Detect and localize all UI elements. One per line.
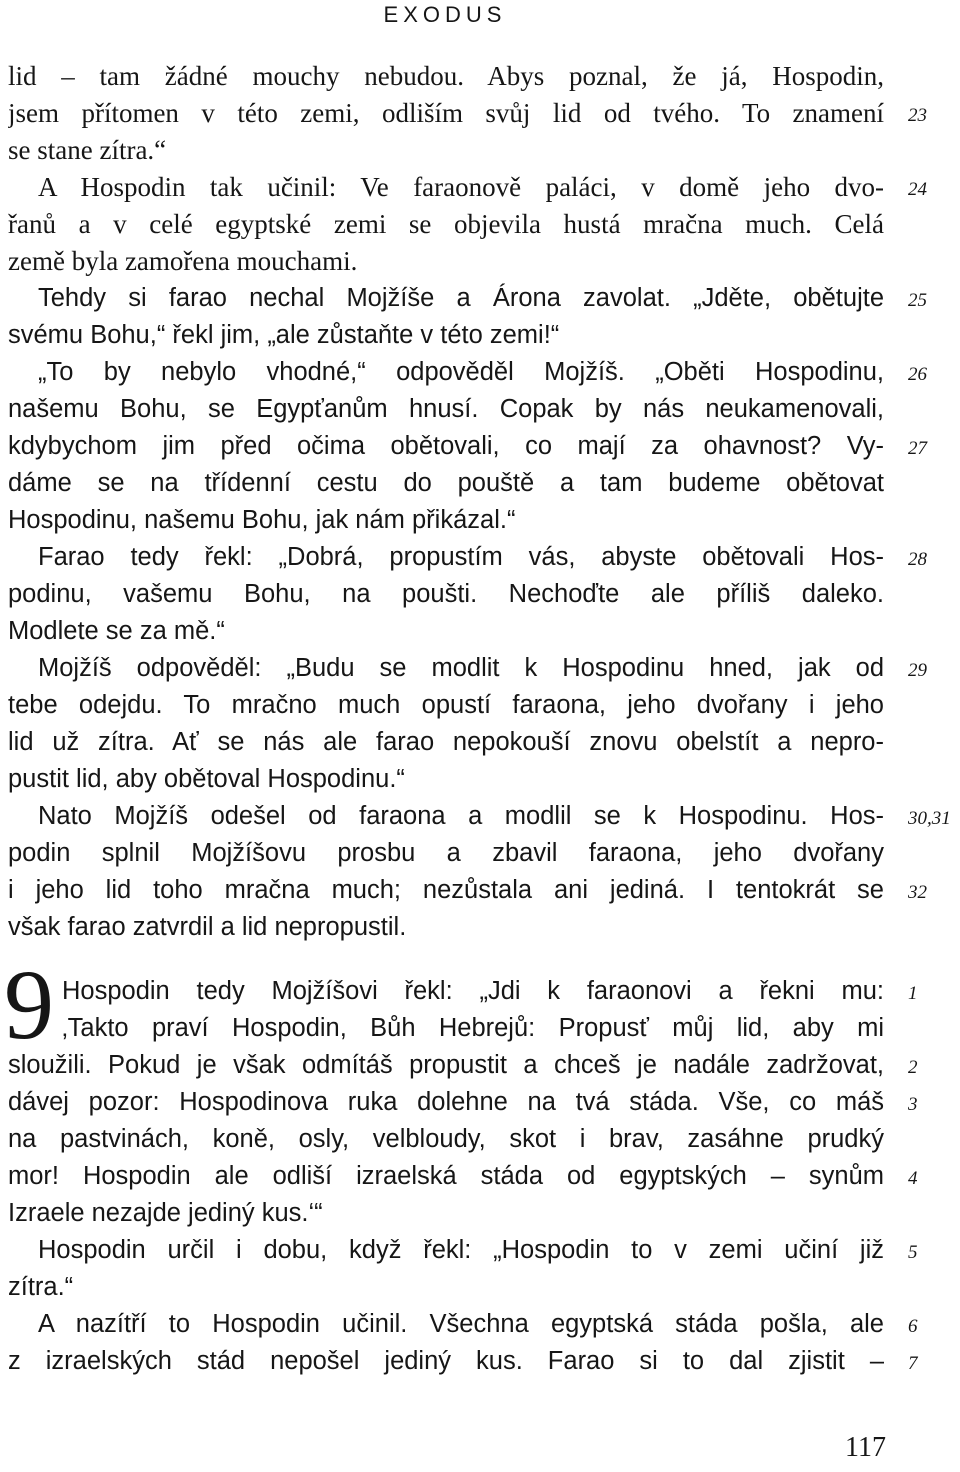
text-line: Mojžíš odpověděl: „Budu se modlit k Hospodinu hned, jak od bbox=[38, 654, 884, 682]
text-line: ‚Takto praví Hospodin, Bůh Hebrejů: Propusť můj lid, aby mi bbox=[62, 1014, 884, 1042]
text-line: podinu, vašemu Bohu, na poušti. Nechoďte ale příliš daleko. bbox=[8, 580, 884, 608]
text-line: z izraelských stád nepošel jediný kus. Farao si to dal zjistit – bbox=[8, 1347, 884, 1375]
verse-number: 3 bbox=[908, 1094, 918, 1115]
page-number: 117 bbox=[845, 1432, 886, 1463]
text-line: tebe odejdu. To mračno much opustí faraona, jeho dvořany i jeho bbox=[8, 691, 884, 719]
text-line: dáme se na třídenní cestu do pouště a tam budeme obětovat bbox=[8, 469, 884, 497]
text-line: jsem přítomen v této zemi, odliším svůj lid od tvého. To znamení bbox=[8, 98, 884, 128]
text-line: Hospodinu, našemu Bohu, jak nám přikázal.“ bbox=[8, 506, 516, 534]
text-line: kdybychom jim před očima obětovali, co mají za ohavnost? Vy- bbox=[8, 432, 884, 460]
verse-number: 25 bbox=[908, 290, 927, 311]
text-line: A Hospodin tak učinil: Ve faraonově paláci, v domě jeho dvo- bbox=[38, 172, 884, 202]
running-header: EXODUS bbox=[383, 2, 507, 27]
text-line: řanů a v celé egyptské zemi se objevila hustá mračna much. Celá bbox=[8, 209, 884, 239]
verse-number: 30,31 bbox=[908, 808, 951, 829]
text-line: A nazítří to Hospodin učinil. Všechna egyptská stáda pošla, ale bbox=[38, 1310, 884, 1338]
verse-number: 2 bbox=[908, 1057, 918, 1078]
text-line: i jeho lid toho mračna much; nezůstala ani jediná. I tentokrát se bbox=[8, 876, 884, 904]
text-line: našemu Bohu, se Egypťanům hnusí. Copak by nás neukamenovali, bbox=[8, 395, 884, 423]
text-line: lid už zítra. Ať se nás ale farao nepokouší znovu obelstít a nepro- bbox=[8, 728, 884, 756]
text-line: Hospodin tedy Mojžíšovi řekl: „Jdi k faraonovi a řekni mu: bbox=[62, 977, 884, 1005]
verse-number: 4 bbox=[908, 1168, 918, 1189]
verse-number: 7 bbox=[908, 1353, 918, 1374]
text-line: podin splnil Mojžíšovu prosbu a zbavil faraona, jeho dvořany bbox=[8, 839, 884, 867]
verse-number: 5 bbox=[908, 1242, 918, 1263]
verse-number: 29 bbox=[908, 660, 927, 681]
text-line: Modlete se za mě.“ bbox=[8, 617, 225, 645]
text-line: lid – tam žádné mouchy nebudou. Abys poznal, že já, Hospodin, bbox=[8, 61, 884, 91]
text-line: Farao tedy řekl: „Dobrá, propustím vás, abyste obětovali Hos- bbox=[38, 543, 884, 571]
text-line: svému Bohu,“ řekl jim, „ale zůstaňte v této zemi!“ bbox=[8, 321, 560, 349]
text-line: Nato Mojžíš odešel od faraona a modlil se k Hospodinu. Hos- bbox=[38, 802, 884, 830]
text-line: zítra.“ bbox=[8, 1273, 74, 1301]
text-line: Tehdy si farao nechal Mojžíše a Árona zavolat. „Jděte, obětujte bbox=[38, 284, 884, 312]
text-line: mor! Hospodin ale odliší izraelská stáda od egyptských – synům bbox=[8, 1162, 884, 1190]
verse-number: 23 bbox=[908, 105, 927, 126]
text-line: na pastvinách, koně, osly, velbloudy, skot i brav, zasáhne prudký bbox=[8, 1125, 884, 1153]
verse-number: 6 bbox=[908, 1316, 918, 1337]
text-line: Izraele nezajde jediný kus.‘“ bbox=[8, 1199, 323, 1227]
verse-number: 24 bbox=[908, 179, 927, 200]
text-line: „To by nebylo vhodné,“ odpověděl Mojžíš. „Oběti Hospodinu, bbox=[38, 358, 884, 386]
text-line: dávej pozor: Hospodinova ruka dolehne na tvá stáda. Vše, co máš bbox=[8, 1088, 884, 1116]
text-line: země byla zamořena mouchami. bbox=[8, 246, 358, 276]
verse-number: 1 bbox=[908, 983, 918, 1004]
text-line: pustit lid, aby obětoval Hospodinu.“ bbox=[8, 765, 405, 793]
verse-number: 32 bbox=[908, 882, 927, 903]
text-line: sloužili. Pokud je však odmítáš propustit a chceš je nadále zadržovat, bbox=[8, 1051, 884, 1079]
verse-number: 28 bbox=[908, 549, 927, 570]
chapter-number: 9 bbox=[4, 949, 54, 1060]
verse-number: 27 bbox=[908, 438, 927, 459]
text-line: se stane zítra.“ bbox=[8, 135, 167, 165]
text-line: Hospodin určil i dobu, když řekl: „Hospodin to v zemi učiní již bbox=[38, 1236, 884, 1264]
text-line: však farao zatvrdil a lid nepropustil. bbox=[8, 913, 407, 941]
verse-number: 26 bbox=[908, 364, 927, 385]
